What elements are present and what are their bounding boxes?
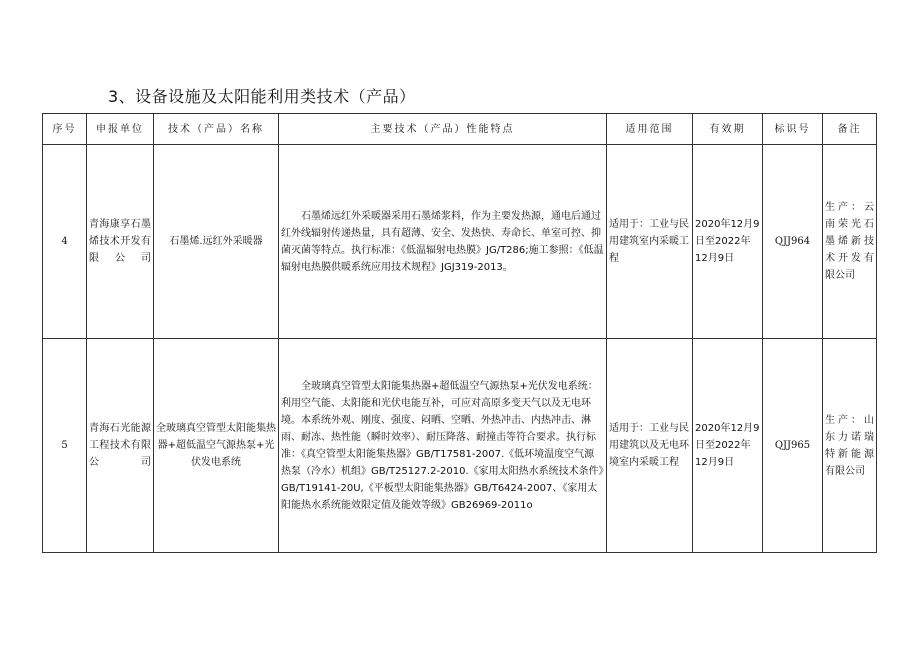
row-features: 石墨烯远红外采暖器采用石墨烯浆料，作为主要发热源，通电后通过红外线辐射传递热量，具有超薄、安全、发热快、寿命长、单室可控、抑菌灭菌等特点。执行标准：《低温辐射电热膜》JG/T286;施工参照：《低温辐射电热膜供暖系统应用技术规程》JGJ319-2013。: [279, 145, 607, 339]
row-product-name: 石墨烯.远红外采暖器: [154, 145, 279, 339]
col-header-unit: 申报单位: [87, 114, 154, 145]
col-header-name: 技术（产品）名称: [154, 114, 279, 145]
col-header-no: 序号: [43, 114, 87, 145]
row-no: 4: [43, 145, 87, 339]
table-row: [43, 339, 877, 553]
col-header-note: 备注: [823, 114, 877, 145]
row-unit: 青海石光能源工程技术有限公司: [87, 339, 154, 553]
technology-table: [42, 113, 877, 553]
table-row: [43, 145, 877, 339]
row-features: 全玻璃真空管型太阳能集热器+超低温空气源热泵+光伏发电系统：利用空气能、太阳能和光伏电能互补，可应对高原多变天气以及无电环境。本系统外观、刚度、强度、闷晒、空晒、外热冲击、内热冲击、淋雨、耐冻、热性能（瞬时效率）、耐压降落、耐撞击等符合要求。执行标准：《真空管型太阳能集热器》GB/T17581-2007.《低环境温度空气源热泵（冷水）机组》GB/T25127.2-2010.《家用太阳热水系统技术条件》GB/T19141-20U,《平板型太阳能集热器》GB/T6424-2007、《家用太阳能热水系统能效限定值及能效等级》GB26969-2011o: [279, 339, 607, 553]
row-no: 5: [43, 339, 87, 553]
col-header-code: 标识号: [763, 114, 823, 145]
table-header-row: [43, 114, 877, 145]
row-note: 生产：云南荣光石墨烯新技术开发有限公司: [823, 145, 877, 339]
row-note: 生产：山东力诺瑞特新能源有限公司: [823, 339, 877, 553]
row-scope: 适用于：工业与民用建筑室内采暖工程: [607, 145, 693, 339]
col-header-scope: 适用范围: [607, 114, 693, 145]
section-title: 3、设备设施及太阳能利用类技术（产品）: [108, 87, 416, 106]
col-header-validity: 有效期: [693, 114, 763, 145]
row-code: QJJ964: [763, 145, 823, 339]
col-header-features: 主要技术（产品）性能特点: [279, 114, 607, 145]
row-unit: 青海康享石墨烯技术开发有限公司: [87, 145, 154, 339]
row-validity: 2020年12月9日至2022年12月9日: [693, 339, 763, 553]
row-product-name: 全玻璃真空管型太阳能集热器+超低温空气源热泵+光伏发电系统: [154, 339, 279, 553]
row-scope: 适用于：工业与民用建筑以及无电环境室内采暖工程: [607, 339, 693, 553]
row-validity: 2020年12月9日至2022年12月9日: [693, 145, 763, 339]
row-code: QJJ965: [763, 339, 823, 553]
